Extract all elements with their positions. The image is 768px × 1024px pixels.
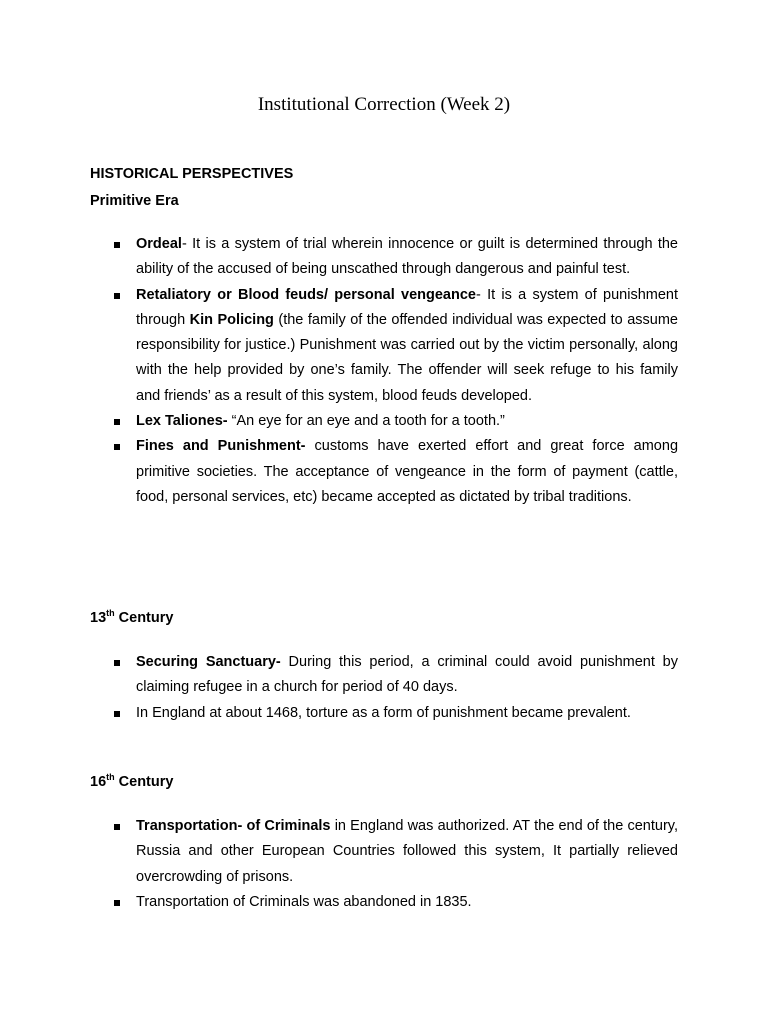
item-text: in England was authorized. AT the end of the century, Russia and other European Countries followed this system, It partially relieved overcrowding of prisons. — [136, 818, 678, 885]
item-text: - It is a system of trial wherein innocence or guilt is determined through the ability of the accused of being unscathed through dangerous and painful test. — [136, 236, 678, 278]
primitive-era-list — [0, 232, 768, 510]
item-text: In England at about 1468, torture as a form of punishment became prevalent. — [136, 704, 631, 721]
document-title: Institutional Correction (Week 2) — [257, 94, 511, 115]
13th-century-list — [0, 650, 768, 726]
term-lex-taliones: Lex Taliones- — [136, 413, 228, 430]
heading-ordinal: th — [106, 608, 115, 618]
heading-primitive-era: Primitive Era — [90, 193, 179, 209]
heading-13th-century — [90, 608, 173, 628]
list-item-transportation — [0, 814, 768, 890]
list-item-ordeal — [0, 232, 768, 283]
term-retaliatory: Retaliatory or Blood feuds/ personal vengeance — [136, 286, 476, 303]
list-item-securing-sanctuary — [0, 650, 768, 701]
bullet-icon — [114, 242, 120, 248]
term-securing-sanctuary: Securing Sanctuary- — [136, 654, 281, 670]
heading-historical-perspectives: HISTORICAL PERSPECTIVES — [90, 166, 294, 182]
item-text: customs have exerted effort and great force among primitive societies. The acceptance of vengeance in the form of payment (cattle, food, personal services, etc) became accepted as dictated by tribal traditions. — [136, 438, 679, 505]
16th-century-list — [0, 814, 768, 915]
term-transportation: Transportation- of Criminals — [136, 818, 331, 834]
bullet-icon — [114, 444, 120, 450]
heading-rest: Century — [114, 610, 174, 626]
bullet-icon — [114, 293, 120, 299]
list-item-abandoned-1835 — [0, 890, 768, 915]
item-text: During this period, a criminal could avoid punishment by claiming refugee in a church for period of 40 days. — [136, 654, 678, 696]
term-kin-policing: Kin Policing — [189, 311, 274, 328]
bullet-icon — [114, 900, 120, 906]
list-item-lex-taliones — [0, 409, 768, 434]
heading-number: 13 — [90, 610, 107, 626]
heading-16th-century — [90, 772, 173, 792]
bullet-icon — [114, 660, 120, 666]
list-item-retaliatory — [0, 283, 768, 409]
item-text: Transportation of Criminals was abandoned in 1835. — [136, 893, 472, 910]
item-text: “An eye for an eye and a tooth for a tooth.” — [227, 413, 505, 430]
bullet-icon — [114, 419, 120, 425]
term-fines-punishment: Fines and Punishment- — [136, 438, 306, 455]
heading-number: 16 — [90, 774, 107, 790]
list-item-fines-punishment — [0, 434, 768, 510]
bullet-icon — [114, 824, 120, 830]
heading-rest: Century — [114, 774, 174, 790]
term-ordeal: Ordeal — [136, 236, 182, 252]
item-text: - It is a system of punishment through — [136, 286, 678, 328]
list-item-england-1468 — [0, 701, 768, 726]
heading-ordinal: th — [106, 772, 115, 782]
bullet-icon — [114, 711, 120, 717]
item-text: (the family of the offended individual was expected to assume responsibility for justice.) Punishment was carried out by the victim personally, along with the help provided by one’s family. The offender will seek refuge to his family and friends’ as a result of this system, blood feuds developed. — [136, 311, 678, 404]
